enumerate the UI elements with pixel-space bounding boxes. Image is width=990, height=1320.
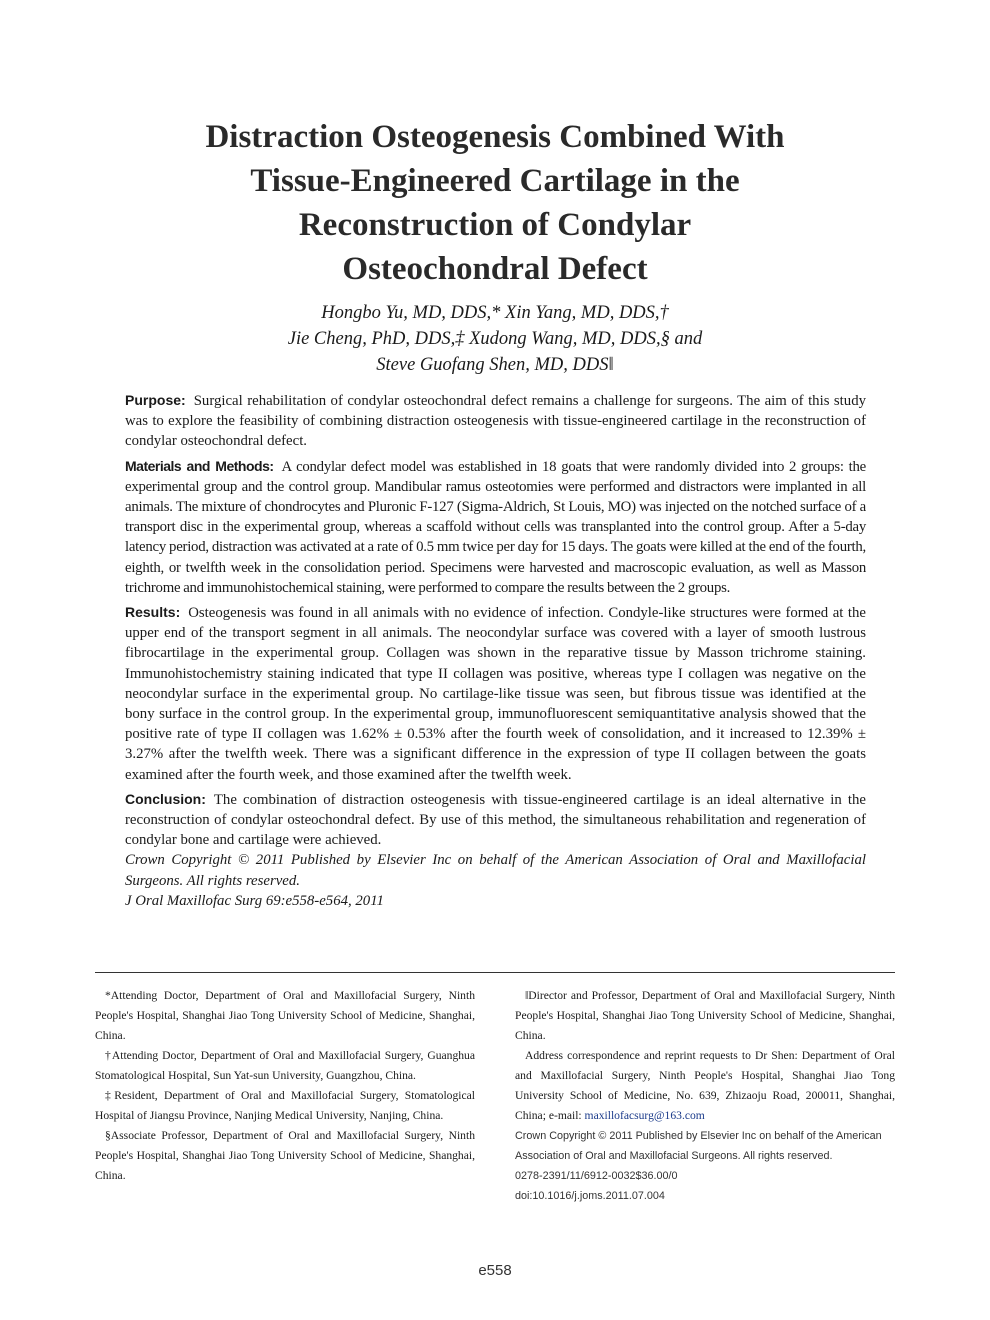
doi: doi:10.1016/j.joms.2011.07.004: [515, 1190, 665, 1202]
copyright-notice: Crown Copyright © 2011 Published by Elsevier Inc on behalf of the American Association of Oral and Maxillofacial Surgeons. All rights reserved.: [515, 1130, 882, 1162]
footnote: *Attending Doctor, Department of Oral and Maxillofacial Surgery, Ninth People's Hospital, Shanghai Jiao Tong University School of Medicine, Shanghai, China.: [95, 989, 475, 1042]
abstract-methods: [125, 456, 866, 598]
author-line: Steve Guofang Shen, MD, DDS‖: [376, 355, 614, 375]
article-title: [95, 115, 895, 291]
issn: 0278-2391/11/6912-0032$36.00/0: [515, 1170, 678, 1182]
abstract-purpose: [125, 390, 866, 452]
footnote-divider: [95, 972, 895, 973]
author-line: Jie Cheng, PhD, DDS,‡ Xudong Wang, MD, DDS,§ and: [287, 329, 703, 349]
page-number: e558: [478, 1262, 512, 1279]
journal-citation: J Oral Maxillofac Surg 69:e558-e564, 2011: [125, 892, 384, 909]
title-line: Osteochondral Defect: [342, 251, 648, 287]
author-list: [95, 300, 895, 378]
section-text: Surgical rehabilitation of condylar osteochondral defect remains a challenge for surgeons. The aim of this study was to explore the feasibility of combining distraction osteogenesis with tissue-engineered cartilage in the reconstruction of condylar osteochondral defect.: [125, 393, 866, 450]
section-heading: Purpose:: [125, 392, 186, 408]
footnote: ‖Director and Professor, Department of Oral and Maxillofacial Surgery, Ninth People's Hospital, Shanghai Jiao Tong University School of Medicine, Shanghai, China.: [515, 989, 895, 1042]
section-text: A condylar defect model was established in 18 goats that were randomly divided into 2 groups: the experimental group and the control group. Mandibular ramus osteotomies were performed and distractors were implanted in all animals. The mixture of chondrocytes and Pluronic F-127 (Sigma-Aldrich, St Louis, MO) was injected on the notched surface of a transport disc in the experimental group, whereas a scaffold without cells was transplanted into the control group. After a 5-day latency period, distraction was activated at a rate of 0.5 mm twice per day for 15 days. The goats were killed at the end of the fourth, eighth, or twelfth week in the consolidation period. Specimens were harvested and macroscopic evaluation, as well as Masson trichrome and immunohistochemical staining, were performed to compare the results between the 2 groups.: [125, 458, 866, 596]
section-heading: Conclusion:: [125, 790, 206, 807]
footnotes-right: [515, 986, 895, 1206]
section-text: Osteogenesis was found in all animals with no evidence of infection. Condyle-like structures were formed at the upper end of the transport segment in all animals. The neocondylar surface was covered with a layer of smooth lustrous fibrocartilage in the experimental group. Collagen was shown in the reparative tissue by Masson trichrome staining. Immunohistochemistry staining indicated that type II collagen was positive, whereas type I collagen was negative on the neocondylar surface in the experimental group. No cartilage-like tissue was seen, but fibrous tissue was identified at the bony surface in the control group. In the experimental group, immunofluorescent semiquantitative analysis showed that the positive rate of type II collagen was 1.62% ± 0.53% after the fourth week of consolidation, and it increased to 12.39% ± 3.27% after the twelfth week. There was a significant difference in the expression of type II collagen between the goats examined after the fourth week, and those examined after the twelfth week.: [125, 605, 866, 783]
footnote: §Associate Professor, Department of Oral and Maxillofacial Surgery, Ninth People's Hospital, Shanghai Jiao Tong University School of Medicine, Shanghai, China.: [95, 1129, 475, 1182]
footnotes-left: [95, 986, 475, 1186]
abstract: [125, 390, 866, 911]
section-heading: Results:: [125, 604, 181, 621]
address-text: Address correspondence and reprint requests to Dr Shen: Department of Oral and Maxillofacial Surgery, Ninth People's Hospital, Shanghai Jiao Tong University School of Medicine, No. 639, Zhizaoju Road, 200011, Shanghai, China; e-mail:: [515, 1049, 895, 1122]
abstract-results: [125, 602, 866, 785]
correspondence-address: [515, 1046, 895, 1126]
author-line: Hongbo Yu, MD, DDS,* Xin Yang, MD, DDS,†: [321, 303, 669, 323]
section-text: The combination of distraction osteogenesis with tissue-engineered cartilage is an ideal alternative in the reconstruction of condylar osteochondral defect. By use of this method, the simultaneous rehabilitation and regeneration of condylar bone and cartilage were achieved.: [125, 791, 866, 849]
footnote: ‡Resident, Department of Oral and Maxillofacial Surgery, Stomatological Hospital of Jiangsu Province, Nanjing Medical University, Nanjing, China.: [95, 1089, 475, 1122]
abstract-copyright: Crown Copyright © 2011 Published by Elsevier Inc on behalf of the American Association of Oral and Maxillofacial Surgeons. All rights reserved.: [125, 852, 866, 889]
abstract-conclusion: [125, 789, 866, 851]
title-line: Reconstruction of Condylar: [298, 207, 692, 243]
title-line: Tissue-Engineered Cartilage in the: [250, 163, 740, 199]
footnote: †Attending Doctor, Department of Oral and Maxillofacial Surgery, Guanghua Stomatological Hospital, Sun Yat-sun University, Guangzhou, China.: [95, 1049, 475, 1082]
email-link[interactable]: maxillofacsurg@163.com: [584, 1109, 705, 1122]
title-line: Distraction Osteogenesis Combined With: [205, 119, 785, 155]
section-heading: Materials and Methods:: [125, 457, 274, 474]
